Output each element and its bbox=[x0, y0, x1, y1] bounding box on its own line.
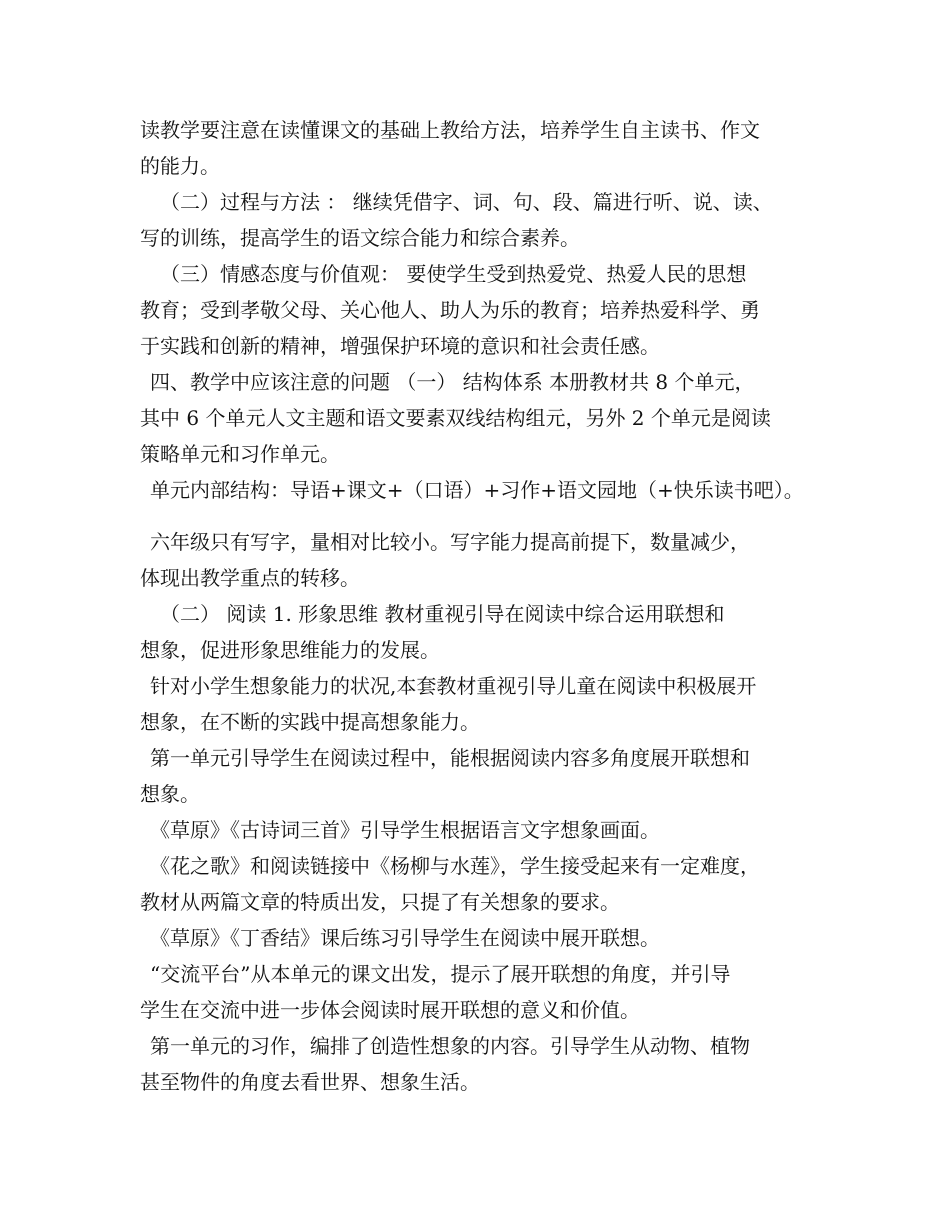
text-line: 其中 6 个单元人文主题和语文要素双线结构组元，另外 2 个单元是阅读 bbox=[140, 406, 771, 430]
text-line: 学生在交流中进一步体会阅读时展开联想的意义和价值。 bbox=[140, 998, 640, 1022]
text-line: “交流平台”从本单元的课文出发，提示了展开联想的角度，并引导 bbox=[150, 962, 731, 986]
text-line: 第一单元引导学生在阅读过程中，能根据阅读内容多角度展开联想和 bbox=[150, 746, 750, 770]
text-line: 策略单元和习作单元。 bbox=[140, 442, 340, 466]
text-line: 甚至物件的角度去看世界、想象生活。 bbox=[140, 1070, 480, 1094]
text-line: 单元内部结构：导语+课文+（口语）+习作+语文园地（+快乐读书吧）。 bbox=[150, 478, 804, 502]
text-line: 针对小学生想象能力的状况,本套教材重视引导儿童在阅读中积极展开 bbox=[150, 674, 757, 698]
text-line: 六年级只有写字，量相对比较小。写字能力提高前提下，数量减少， bbox=[150, 530, 750, 554]
text-line: 第一单元的习作，编排了创造性想象的内容。引导学生从动物、植物 bbox=[150, 1034, 750, 1058]
text-line: （三）情感态度与价值观： 要使学生受到热爱党、热爱人民的思想 bbox=[160, 262, 747, 286]
text-line: 读教学要注意在读懂课文的基础上教给方法，培养学生自主读书、作文 bbox=[140, 118, 760, 142]
text-line: 《草原》《丁香结》课后练习引导学生在阅读中展开联想。 bbox=[150, 926, 660, 950]
text-line: 想象，在不断的实践中提高想象能力。 bbox=[140, 710, 480, 734]
paragraph-gap bbox=[140, 508, 840, 524]
text-line: 教材从两篇文章的特质出发，只提了有关想象的要求。 bbox=[140, 890, 620, 914]
text-line: 于实践和创新的精神，增强保护环境的意识和社会责任感。 bbox=[140, 334, 660, 358]
document-body bbox=[140, 112, 840, 1100]
text-line: 体现出教学重点的转移。 bbox=[140, 566, 360, 590]
text-line: 教育；受到孝敬父母、关心他人、助人为乐的教育；培养热爱科学、勇 bbox=[140, 298, 760, 322]
text-line: （二） 阅读 1. 形象思维 教材重视引导在阅读中综合运用联想和 bbox=[160, 602, 725, 626]
text-line: 《草原》《古诗词三首》引导学生根据语言文字想象画面。 bbox=[150, 818, 660, 842]
text-line: 四、教学中应该注意的问题 （一） 结构体系 本册教材共 8 个单元， bbox=[150, 370, 755, 394]
text-line: 写的训练，提高学生的语文综合能力和综合素养。 bbox=[140, 226, 580, 250]
text-line: 《花之歌》和阅读链接中《杨柳与水莲》，学生接受起来有一定难度， bbox=[150, 854, 760, 878]
text-line: 的能力。 bbox=[140, 154, 220, 178]
text-line: 想象。 bbox=[140, 782, 200, 806]
text-line: 想象，促进形象思维能力的发展。 bbox=[140, 638, 440, 662]
text-line: （二）过程与方法 ： 继续凭借字、词、句、段、篇进行听、说、读、 bbox=[160, 190, 773, 214]
